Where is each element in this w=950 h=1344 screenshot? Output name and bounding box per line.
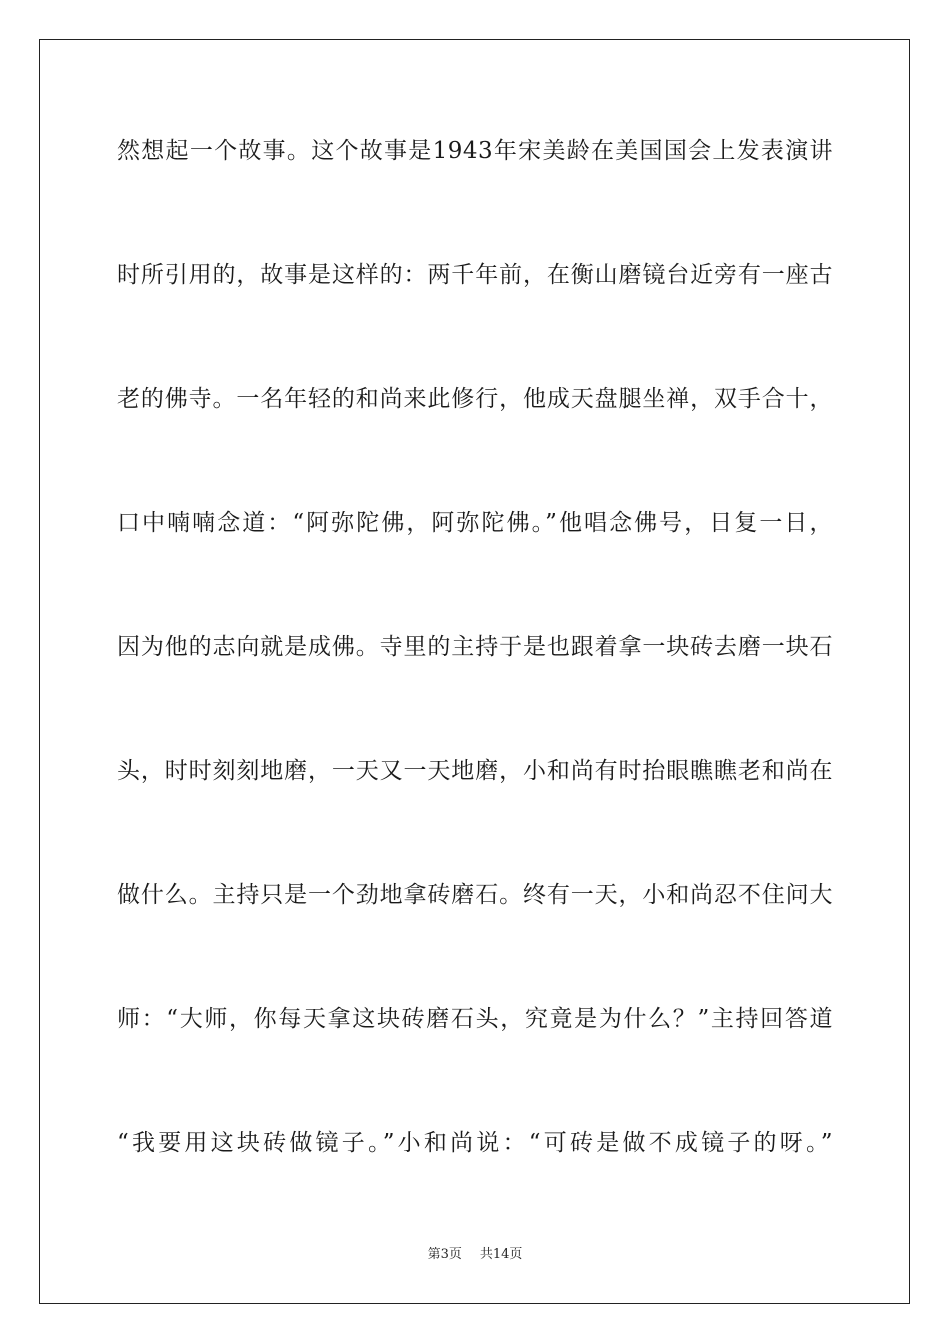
text-line: 老的佛寺。一名年轻的和尚来此修行，他成天盘腿坐禅，双手合十， bbox=[117, 386, 833, 412]
page-total: 共14页 bbox=[479, 1247, 523, 1262]
page-footer bbox=[0, 1246, 950, 1264]
text-line: 时所引用的，故事是这样的：两千年前，在衡山磨镜台近旁有一座古 bbox=[117, 262, 833, 288]
text-line: 师：“大师，你每天拿这块砖磨石头，究竟是为什么？”主持回答道 bbox=[117, 1006, 833, 1032]
text-line: 头，时时刻刻地磨，一天又一天地磨，小和尚有时抬眼瞧瞧老和尚在 bbox=[117, 758, 833, 784]
text-line: 然想起一个故事。这个故事是1943年宋美龄在美国国会上发表演讲 bbox=[117, 138, 833, 164]
text-line: 口中喃喃念道：“阿弥陀佛，阿弥陀佛。”他唱念佛号，日复一日， bbox=[117, 510, 833, 536]
text-line: 因为他的志向就是成佛。寺里的主持于是也跟着拿一块砖去磨一块石 bbox=[117, 634, 833, 660]
page-number: 第3页 bbox=[427, 1247, 462, 1262]
text-line: 做什么。主持只是一个劲地拿砖磨石。终有一天，小和尚忍不住问大 bbox=[117, 882, 833, 908]
text-line: “我要用这块砖做镜子。”小和尚说：“可砖是做不成镜子的呀。” bbox=[117, 1130, 833, 1156]
page-frame bbox=[39, 39, 910, 1304]
